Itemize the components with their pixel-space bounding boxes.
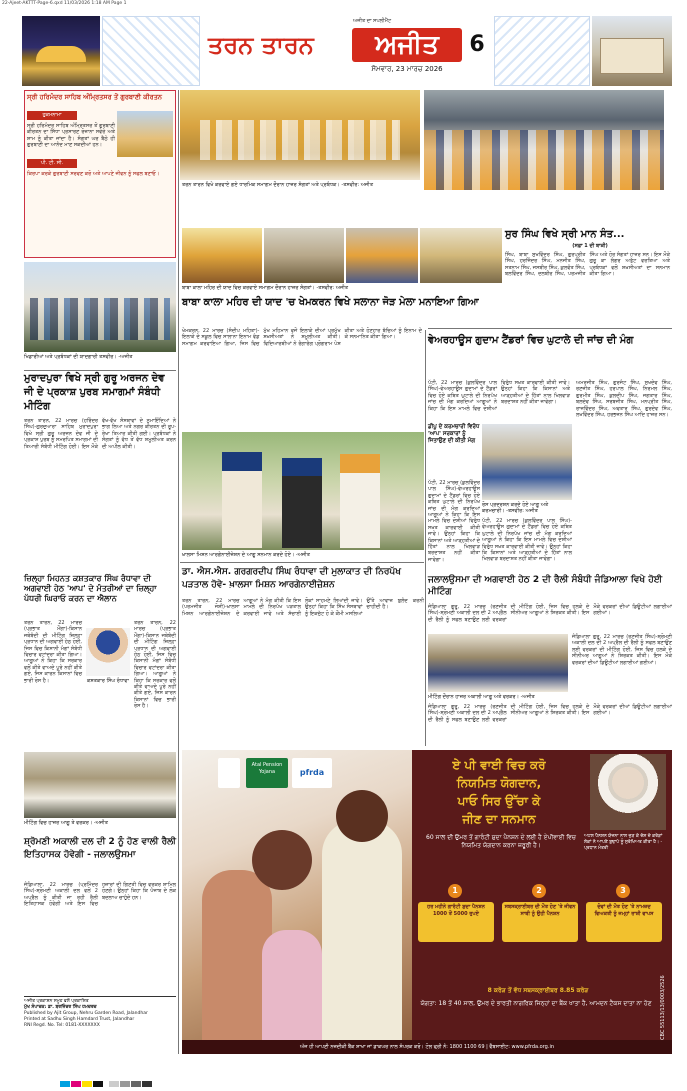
ptc-label: ਪੀ. ਟੀ. ਸੀ.	[27, 159, 77, 168]
row-rule-3	[428, 328, 672, 329]
meeting-caption: ਮੀਟਿੰਗ ਦੌਰਾਨ ਹਾਜ਼ਰ ਅਕਾਲੀ ਆਗੂ ਅਤੇ ਵਰਕਰ। -ਅਜੀਤ	[428, 694, 535, 700]
warehouse-right-body: ਅਮਰਜੀਤ ਸਿੰਘ, ਗੁਰਜੰਟ ਸਿੰਘ, ਸੁਖਦੇਵ ਸਿੰਘ, ਰਣਜੀਤ ਸਿੰਘ, ਹਰਪਾਲ ਸਿੰਘ, ਨਿਰਮਲ ਸਿੰਘ, ਗੁਰਮੀਤ ਸਿੰਘ, ਕੁਲਦੀਪ ਸਿੰਘ, ਜਗਤਾਰ ਸਿੰਘ, ਬਲਦੇਵ ਸਿੰਘ, ਸਰਬਜੀਤ ਸਿੰਘ, ਮਨਪ੍ਰੀਤ ਸਿੰਘ, ਰਾਜਵਿੰਦਰ ਸਿੰਘ, ਅਵਤਾਰ ਸਿੰਘ, ਗੁਰਦੇਵ ਸਿੰਘ, ਲਖਵਿੰਦਰ ਸਿੰਘ, ਹਰਭਜਨ ਸਿੰਘ ਆਦਿ ਹਾਜ਼ਰ ਸਨ।	[576, 380, 672, 419]
ad-point-1-num: 1	[448, 884, 462, 898]
jor-mela-headline: ਬਾਬਾ ਕਾਲਾ ਮਹਿਰ ਦੀ ਯਾਦ 'ਚ ਖੇਮਕਰਨ ਵਿਖੇ ਸਲਾਨਾ ਜੋੜ ਮੇਲਾ ਮਨਾਇਆ ਗਿਆ	[182, 297, 479, 308]
jalalabad-body-2: ਜੰਡਿਆਲਾ ਗੁਰੂ, 22 ਮਾਰਚ (ਰਣਜੀਤ ਸਿੰਘ)-ਸ਼੍ਰੋਮਣੀ ਅਕਾਲੀ ਦਲ ਦੀ 2 ਅਪ੍ਰੈਲ ਦੀ ਰੈਲੀ ਨੂੰ ਸਫਲ ਬਣਾਉਣ ਲਈ ਵਰਕਰਾਂ ਦੀ ਮੀਟਿੰਗ ਹੋਈ, ਜਿਸ ਵਿਚ ਹਲਕੇ ਦੇ ਸੀਨੀਅਰ ਆਗੂਆਂ ਨੇ ਸ਼ਿਰਕਤ ਕੀਤੀ। ਇਸ ਮੌਕੇ ਵਰਕਰਾਂ ਦੀਆਂ ਡਿਊਟੀਆਂ ਲਗਾਈਆਂ ਗਈਆਂ।	[572, 634, 672, 666]
golden-temple-photo	[22, 16, 100, 86]
muradpura-body: ਤਰਨ ਤਾਰਨ, 22 ਮਾਰਚ (ਹਰਿੰਦਰ ਸਿੰਘ)-ਗੁਰਦੁਆਰਾ ਸਾਹਿਬ ਮੁਰਾਦਪੁਰਾ ਵਿਖੇ ਸ੍ਰੀ ਗੁਰੂ ਅਰਜਨ ਦੇਵ ਜੀ ਦੇ ਪ੍ਰਕਾਸ਼ ਪੁਰਬ ਨੂੰ ਸਮਰਪਿਤ ਸਮਾਗਮਾਂ ਦੀ ਤਿਆਰੀ ਸੰਬੰਧੀ ਮੀਟਿੰਗ ਹੋਈ। ਇਸ ਮੌਕੇ ਵੱਖ-ਵੱਖ ਸੰਸਥਾਵਾਂ ਦੇ ਨੁਮਾਇੰਦਿਆਂ ਨੇ ਭਾਗ ਲਿਆ ਅਤੇ ਨਗਰ ਕੀਰਤਨ ਦੀ ਰੂਪ-ਰੇਖਾ ਤਿਆਰ ਕੀਤੀ ਗਈ। ਪ੍ਰਬੰਧਕਾਂ ਨੇ ਸੰਗਤਾਂ ਨੂੰ ਵੱਧ ਤੋਂ ਵੱਧ ਸ਼ਮੂਲੀਅਤ ਕਰਨ ਦੀ ਅਪੀਲ ਕੀਤੀ।	[24, 418, 176, 450]
decorative-band-right	[494, 16, 590, 86]
ad-subscribers: 8 ਕਰੋੜ ਤੋਂ ਵੱਧ ਸਬਸਕ੍ਰਾਈਬਰ 8.85 ਕਰੋੜ	[487, 987, 589, 994]
ad-cbc-code: CBC 55113/13/0003/2526	[660, 975, 666, 1040]
ad-point-3-text: ਦੋਵਾਂ ਦੀ ਮੌਤ ਹੋਣ 'ਤੇ ਨਾਮਜ਼ਦ ਵਿਅਕਤੀ ਨੂੰ ਜਮ੍ਹਾਂ ਰਾਸ਼ੀ ਵਾਪਸ	[586, 902, 662, 942]
akali-body: ਜੰਡਿਆਲਾ, 22 ਮਾਰਚ (ਪ੍ਰਮਿੰਦਰ ਸਿੰਘ)-ਸ਼੍ਰੋਮਣੀ ਅਕਾਲੀ ਦਲ ਵਲੋਂ 2 ਅਪ੍ਰੈਲ ਨੂੰ ਕੀਤੀ ਜਾ ਰਹੀ ਰੈਲੀ ਇਤਿਹਾਸਕ ਹੋਵੇਗੀ ਅਤੇ ਇਸ ਵਿਚ ਹਜ਼ਾਰਾਂ ਦੀ ਗਿਣਤੀ ਵਿਚ ਵਰਕਰ ਸ਼ਾਮਿਲ ਹੋਣਗੇ। ਉਨ੍ਹਾਂ ਕਿਹਾ ਕਿ ਪੰਜਾਬ ਦੇ ਲੋਕ ਬਦਲਾਅ ਚਾਹੁੰਦੇ ਹਨ।	[24, 882, 176, 908]
imprint-line-2: ਮੁੱਖ ਸੰਪਾਦਕ: ਡਾ. ਬਰਜਿੰਦਰ ਸਿੰਘ ਹਮਦਰਦ	[24, 1005, 97, 1010]
ad-headline-3: ਪਾਓ ਸਿਰ ਉੱਚਾ ਕੇ	[457, 794, 541, 808]
ad-point-1-text: ਹਰ ਮਹੀਨੇ ਗਾਰੰਟੀ ਸ਼ੁਦਾ ਪੈਨਸ਼ਨ 1000 ਤੋਂ 5000 ਰੁਪਏ	[418, 902, 494, 942]
warehouse-side-headline: ਡੀਪੂ ਦੇ ਕਰਮਚਾਰੀ ਵਿਰੋਧ 'ਆਪ' ਸਰਕਾਰਾਂ ਨੂੰ ਜਿਤਾਉਣ ਦੀ ਕੀਤੀ ਮੰਗ	[428, 424, 480, 444]
akali-headline: ਸ਼੍ਰੋਮਣੀ ਅਕਾਲੀ ਦਲ ਦੀ 2 ਨੂੰ ਹੋਣ ਵਾਲੀ ਰੈਲੀ ਇਤਿਹਾਸਕ ਹੋਵੇਗੀ - ਜਲਾਲਉਸਮਾ	[24, 837, 176, 860]
ad-footer: ਅੱਜ ਹੀ ਆਪਣੀ ਨਜ਼ਦੀਕੀ ਬੈਂਕ ਸ਼ਾਖਾ ਜਾਂ ਡਾਕਘਰ ਨਾਲ ਸੰਪਰਕ ਕਰੋ। ਟੋਲ ਫ੍ਰੀ ਨੰ: 1800 1100 69 | ਵੈੱਬਸਾਈਟ: www.pfrda.org.in	[182, 1040, 672, 1054]
sangat-photo-2	[424, 90, 664, 190]
group-photo	[24, 262, 176, 352]
column-rule-1	[178, 90, 179, 1054]
pfrda-logo: pfrda	[292, 758, 332, 788]
imprint-line-3: Published by Ajit Group, Nehru Garden Road, Jalandhar	[24, 1011, 148, 1016]
honour-photo	[182, 432, 424, 550]
warehouse-body: ਪੱਟੀ, 22 ਮਾਰਚ (ਕੁਲਵਿੰਦਰ ਪਾਲ ਸਿੰਘ)-ਵੇਅਰਹਾਊਸ ਗੁਦਾਮਾਂ ਦੇ ਟੈਂਡਰਾਂ ਵਿਚ ਹੋਏ ਕਥਿਤ ਘੁਟਾਲੇ ਦੀ ਨਿਰਪੱਖ ਜਾਂਚ ਦੀ ਮੰਗ ਕਰਦਿਆਂ ਆਗੂਆਂ ਨੇ ਕਿਹਾ ਕਿ ਇਸ ਮਾਮਲੇ ਵਿਚ ਦੋਸ਼ੀਆਂ ਵਿਰੁੱਧ ਸਖ਼ਤ ਕਾਰਵਾਈ ਕੀਤੀ ਜਾਵੇ। ਉਨ੍ਹਾਂ ਕਿਹਾ ਕਿ ਕਿਸਾਨਾਂ ਅਤੇ ਆੜ੍ਹਤੀਆਂ ਦੇ ਹਿੱਤਾਂ ਨਾਲ ਖਿਲਵਾੜ ਬਰਦਾਸ਼ਤ ਨਹੀਂ ਕੀਤਾ ਜਾਵੇਗਾ।	[428, 380, 570, 412]
akali-photo-caption: ਮੀਟਿੰਗ ਵਿਚ ਹਾਜ਼ਰ ਆਗੂ ਤੇ ਵਰਕਰ। -ਅਜੀਤ	[24, 820, 108, 826]
top-photo-caption: ਤਰਨ ਤਾਰਨ ਵਿਖੇ ਕਰਵਾਏ ਗਏ ਧਾਰਮਿਕ ਸਮਾਗਮ ਦੌਰਾਨ ਹਾਜ਼ਰ ਸੰਗਤਾਂ ਅਤੇ ਪ੍ਰਬੰਧਕ। -ਤਸਵੀਰ: ਅਜੀਤ	[182, 182, 374, 188]
ad-point-3	[586, 884, 662, 944]
decorative-band-left	[102, 16, 200, 86]
kirtan-box	[24, 90, 176, 258]
pm-quote: ਅਟਲ ਪੈਨਸ਼ਨ ਯੋਜਨਾ ਨਾਲ ਜੁੜ ਕੇ ਦੇਸ਼ ਦੇ ਕਰੋੜਾਂ ਲੋਕਾਂ ਨੇ ਆਪਣੇ ਬੁਢਾਪੇ ਨੂੰ ਸੁਰੱਖਿਅਤ ਕੀਤਾ ਹੈ। - ਪ੍ਰਧਾਨ ਮੰਤਰੀ	[584, 834, 663, 851]
row-rule-2	[180, 562, 424, 563]
sur-singh-headline: ਸੁਰ ਸਿੰਘ ਵਿਖੇ ਸ੍ਰੀ ਮਾਨ ਸੰਤ...	[505, 229, 625, 240]
jor-mela-caption: ਬਾਬਾ ਕਾਲਾ ਮਹਿਰ ਦੀ ਯਾਦ ਵਿਚ ਕਰਵਾਏ ਸਮਾਗਮ ਦੌਰਾਨ ਹਾਜ਼ਰ ਸੰਗਤਾਂ। -ਤਸਵੀਰ: ਅਜੀਤ	[182, 285, 349, 291]
masthead-tagline: ਅਜੀਤ ਦਾ ਸਪਲੀਮੈਂਟ	[352, 18, 392, 24]
row-rule-1	[24, 370, 176, 371]
jor-mela-photo-1	[182, 228, 262, 283]
jor-mela-photo-2	[264, 228, 344, 283]
sangat-photo-1	[180, 90, 420, 180]
kirtan-box-body: ਸ੍ਰੀ ਹਰਿਮੰਦਰ ਸਾਹਿਬ ਅੰਮ੍ਰਿਤਸਰ ਤੋਂ ਗੁਰਬਾਣੀ ਕੀਰਤਨ ਦਾ ਸਿੱਧਾ ਪ੍ਰਸਾਰਣ ਰੋਜ਼ਾਨਾ ਸਵੇਰੇ ਅਤੇ ਸ਼ਾਮ ਨੂੰ ਕੀਤਾ ਜਾਂਦਾ ਹੈ। ਸੰਗਤਾਂ ਘਰ ਬੈਠੇ ਹੀ ਗੁਰਬਾਣੀ ਦਾ ਆਨੰਦ ਮਾਣ ਸਕਦੀਆਂ ਹਨ।	[27, 123, 115, 149]
warehouse-caption: ਰੋਸ ਪ੍ਰਦਰਸ਼ਨ ਕਰਦੇ ਹੋਏ ਆਗੂ ਅਤੇ ਕਰਮਚਾਰੀ। -ਤਸਵੀਰ: ਅਜੀਤ	[482, 502, 549, 514]
sur-singh-subhead: (ਸਫ਼ਾ 1 ਦੀ ਬਾਕੀ)	[572, 243, 608, 249]
warehouse-body-3: ਪੱਟੀ, 22 ਮਾਰਚ (ਕੁਲਵਿੰਦਰ ਪਾਲ ਸਿੰਘ)-ਵੇਅਰਹਾਊਸ ਗੁਦਾਮਾਂ ਦੇ ਟੈਂਡਰਾਂ ਵਿਚ ਹੋਏ ਕਥਿਤ ਘੁਟਾਲੇ ਦੀ ਨਿਰਪੱਖ ਜਾਂਚ ਦੀ ਮੰਗ ਕਰਦਿਆਂ ਆਗੂਆਂ ਨੇ ਕਿਹਾ ਕਿ ਇਸ ਮਾਮਲੇ ਵਿਚ ਦੋਸ਼ੀਆਂ ਵਿਰੁੱਧ ਸਖ਼ਤ ਕਾਰਵਾਈ ਕੀਤੀ ਜਾਵੇ। ਉਨ੍ਹਾਂ ਕਿਹਾ ਕਿ ਕਿਸਾਨਾਂ ਅਤੇ ਆੜ੍ਹਤੀਆਂ ਦੇ ਹਿੱਤਾਂ ਨਾਲ ਖਿਲਵਾੜ ਬਰਦਾਸ਼ਤ ਨਹੀਂ ਕੀਤਾ ਜਾਵੇਗਾ।	[482, 518, 572, 563]
protest-photo	[482, 424, 572, 500]
khalsa-headline: ਡਾ. ਐਸ.ਐਸ. ਗਰਗਰਦੀਪ ਸਿੰਘ ਰੰਧਾਵਾ ਦੀ ਮੁਲਾਕਾਤ ਦੀ ਨਿਰਪੱਖ ਪੜਤਾਲ ਹੋਵੇ- ਖ਼ਾਲਸਾ ਮਿਸ਼ਨ ਆਰਗੇਨਾਈਜ਼ੇਸ਼ਨ	[182, 567, 401, 590]
group-photo-caption: ਖਿਡਾਰੀਆਂ ਅਤੇ ਪ੍ਰਬੰਧਕਾਂ ਦੀ ਯਾਦਗਾਰੀ ਤਸਵੀਰ। -ਅਜੀਤ	[24, 354, 133, 360]
print-color-bar	[60, 1072, 660, 1080]
darbar-sahib-photo	[117, 111, 173, 157]
jalalabad-body-3: ਜੰਡਿਆਲਾ ਗੁਰੂ, 22 ਮਾਰਚ (ਰਣਜੀਤ ਸਿੰਘ)-ਸ਼੍ਰੋਮਣੀ ਅਕਾਲੀ ਦਲ ਦੀ 2 ਅਪ੍ਰੈਲ ਦੀ ਰੈਲੀ ਨੂੰ ਸਫਲ ਬਣਾਉਣ ਲਈ ਵਰਕਰਾਂ ਦੀ ਮੀਟਿੰਗ ਹੋਈ, ਜਿਸ ਵਿਚ ਹਲਕੇ ਦੇ ਸੀਨੀਅਰ ਆਗੂਆਂ ਨੇ ਸ਼ਿਰਕਤ ਕੀਤੀ। ਇਸ ਮੌਕੇ ਵਰਕਰਾਂ ਦੀਆਂ ਡਿਊਟੀਆਂ ਲਗਾਈਆਂ ਗਈਆਂ।	[428, 704, 672, 723]
khalsa-body: ਤਰਨ ਤਾਰਨ, 22 ਮਾਰਚ (ਪਰਮਜੀਤ ਜੋਸ਼ੀ)-ਖ਼ਾਲਸਾ ਮਿਸ਼ਨ ਆਰਗੇਨਾਈਜ਼ੇਸ਼ਨ ਦੇ ਆਗੂਆਂ ਨੇ ਮੰਗ ਕੀਤੀ ਕਿ ਇਸ ਮਾਮਲੇ ਦੀ ਨਿਰਪੱਖ ਪੜਤਾਲ ਕਰਵਾਈ ਜਾਵੇ ਅਤੇ ਸੱਚਾਈ ਲੋਕਾਂ ਸਾਹਮਣੇ ਲਿਆਂਦੀ ਜਾਵੇ। ਉਨ੍ਹਾਂ ਕਿਹਾ ਕਿ ਸਿੱਖ ਸੰਸਥਾਵਾਂ ਨੂੰ ਇਕਜੁੱਟ ਹੋ ਕੇ ਕੌਮੀ ਮਸਲਿਆਂ ਉੱਤੇ ਆਵਾਜ਼ ਬੁਲੰਦ ਕਰਨੀ ਚਾਹੀਦੀ ਹੈ।	[182, 598, 424, 617]
muradpura-headline: ਮੁਰਾਦਪੁਰਾ ਵਿਖੇ ਸ੍ਰੀ ਗੁਰੂ ਅਰਜਨ ਦੇਵ ਜੀ ਦੇ ਪ੍ਰਕਾਸ਼ ਪੁਰਬ ਸਮਾਗਮਾਂ ਸੰਬੰਧੀ ਮੀਟਿੰਗ	[24, 373, 165, 412]
ad-point-3-num: 3	[616, 884, 630, 898]
jalalabad-headline: ਜਲਾਲਉਸਮਾ ਦੀ ਅਗਵਾਈ ਹੇਠ 2 ਦੀ ਰੈਲੀ ਸੰਬੰਧੀ ਜੰਡਿਆਲਾ ਵਿਖੇ ਹੋਈ ਮੀਟਿੰਗ	[428, 575, 663, 597]
ad-point-1	[418, 884, 494, 944]
meeting-photo	[428, 634, 568, 692]
ad-headline-4: ਜੀਣ ਦਾ ਸਨਮਾਨ	[462, 812, 536, 826]
mid-story-body: ਖੇਮਕਰਨ, 22 ਮਾਰਚ (ਸੰਦੀਪ ਮਹਿਤਾ)-ਇਲਾਕੇ ਦੇ ਸਕੂਲ ਵਿਚ ਸਾਲਾਨਾ ਇਨਾਮ ਵੰਡ ਸਮਾਗਮ ਕਰਵਾਇਆ ਗਿਆ, ਜਿਸ ਵਿਚ ਮੁੱਖ ਮਹਿਮਾਨ ਵਜੋਂ ਇਲਾਕੇ ਦੀਆਂ ਪ੍ਰਮੁੱਖ ਸ਼ਖ਼ਸੀਅਤਾਂ ਨੇ ਸ਼ਮੂਲੀਅਤ ਕੀਤੀ। ਵਿਦਿਆਰਥੀਆਂ ਨੇ ਰੰਗਾਰੰਗ ਪ੍ਰੋਗਰਾਮ ਪੇਸ਼ ਕੀਤਾ ਅਤੇ ਹੋਣਹਾਰ ਬੱਚਿਆਂ ਨੂੰ ਇਨਾਮ ਦੇ ਕੇ ਸਨਮਾਨਿਤ ਕੀਤਾ ਗਿਆ।	[182, 328, 422, 347]
kisan-body-2: ਤਰਨ ਤਾਰਨ, 22 ਮਾਰਚ (ਪ੍ਰਭਾਤ ਮੌਂਗਾ)-ਕਿਸਾਨ ਜਥੇਬੰਦੀ ਦੀ ਮੀਟਿੰਗ ਜ਼ਿਲ੍ਹਾ ਪ੍ਰਧਾਨ ਦੀ ਅਗਵਾਈ ਹੇਠ ਹੋਈ, ਜਿਸ ਵਿਚ ਕਿਸਾਨੀ ਮੰਗਾਂ ਸੰਬੰਧੀ ਵਿਚਾਰ ਵਟਾਂਦਰਾ ਕੀਤਾ ਗਿਆ। ਆਗੂਆਂ ਨੇ ਕਿਹਾ ਕਿ ਸਰਕਾਰ ਵਲੋਂ ਕੀਤੇ ਵਾਅਦੇ ਪੂਰੇ ਨਹੀਂ ਕੀਤੇ ਗਏ, ਜਿਸ ਕਾਰਨ ਕਿਸਾਨਾਂ ਵਿਚ ਭਾਰੀ ਰੋਸ ਹੈ।	[134, 620, 176, 710]
jalalabad-body: ਜੰਡਿਆਲਾ ਗੁਰੂ, 22 ਮਾਰਚ (ਰਣਜੀਤ ਸਿੰਘ)-ਸ਼੍ਰੋਮਣੀ ਅਕਾਲੀ ਦਲ ਦੀ 2 ਅਪ੍ਰੈਲ ਦੀ ਰੈਲੀ ਨੂੰ ਸਫਲ ਬਣਾਉਣ ਲਈ ਵਰਕਰਾਂ ਦੀ ਮੀਟਿੰਗ ਹੋਈ, ਜਿਸ ਵਿਚ ਹਲਕੇ ਦੇ ਸੀਨੀਅਰ ਆਗੂਆਂ ਨੇ ਸ਼ਿਰਕਤ ਕੀਤੀ। ਇਸ ਮੌਕੇ ਵਰਕਰਾਂ ਦੀਆਂ ਡਿਊਟੀਆਂ ਲਗਾਈਆਂ ਗਈਆਂ।	[428, 604, 672, 623]
akali-meeting-photo	[24, 752, 176, 818]
jor-mela-photo-3	[346, 228, 418, 283]
ad-eligibility: ਯੋਗਤਾ: 18 ਤੋਂ 40 ਸਾਲ, ਉਮਰ ਦੇ ਭਾਰਤੀ ਨਾਗਰਿਕ ਜਿਨ੍ਹਾਂ ਦਾ ਬੈਂਕ ਖਾਤਾ ਹੈ, ਆਮਦਨ ਟੈਕਸ ਦਾਤਾ ਨਾ ਹੋਣ	[420, 1000, 652, 1007]
imprint-line-4: Printed at Sadhu Singh Hamdard Trust, Jalandhar	[24, 1017, 135, 1022]
ad-headline-1: ਏ ਪੀ ਵਾਈ ਵਿਚ ਕਰੋ	[452, 758, 546, 772]
ad-headline-2: ਨਿਯਮਿਤ ਯੋਗਦਾਨ,	[456, 776, 542, 790]
scan-strip: 22-Ajeet-AKTTT-Page-6.qxd 11/03/2026 1:18 AM Page 1	[2, 1, 127, 6]
family-photo	[182, 750, 412, 1054]
page-number: 6	[469, 32, 485, 57]
honour-caption: ਖ਼ਾਲਸਾ ਮਿਸ਼ਨ ਆਰਗੇਨਾਈਜ਼ੇਸ਼ਨ ਦੇ ਆਗੂ ਸਨਮਾਨ ਕਰਦੇ ਹੋਏ। -ਅਜੀਤ	[182, 552, 310, 558]
masthead-date: ਸੋਮਵਾਰ, 23 ਮਾਰਚ 2026	[371, 65, 443, 73]
building-photo	[592, 16, 672, 86]
hukamnama-label: ਹੁਕਮਨਾਮਾ	[27, 111, 77, 120]
kirtan-box-footer: ਕਿਰਪਾ ਕਰਕੇ ਗੁਰਬਾਣੀ ਸਰਵਣ ਕਰੋ ਅਤੇ ਆਪਣੇ ਜੀਵਨ ਨੂੰ ਸਫਲ ਬਣਾਓ।	[27, 171, 160, 177]
warehouse-headline: ਵੇਅਰਹਾਊਸ ਗੁਦਾਮ ਟੈਂਡਰਾਂ ਵਿਚ ਘੁਟਾਲੇ ਦੀ ਜਾਂਚ ਦੀ ਮੰਗ	[428, 335, 634, 346]
randhawa-portrait	[86, 628, 130, 676]
column-rule-2	[425, 330, 426, 746]
pm-photo	[590, 754, 666, 830]
masthead-logo-box	[202, 18, 492, 86]
warehouse-body-2: ਪੱਟੀ, 22 ਮਾਰਚ (ਕੁਲਵਿੰਦਰ ਪਾਲ ਸਿੰਘ)-ਵੇਅਰਹਾਊਸ ਗੁਦਾਮਾਂ ਦੇ ਟੈਂਡਰਾਂ ਵਿਚ ਹੋਏ ਕਥਿਤ ਘੁਟਾਲੇ ਦੀ ਨਿਰਪੱਖ ਜਾਂਚ ਦੀ ਮੰਗ ਕਰਦਿਆਂ ਆਗੂਆਂ ਨੇ ਕਿਹਾ ਕਿ ਇਸ ਮਾਮਲੇ ਵਿਚ ਦੋਸ਼ੀਆਂ ਵਿਰੁੱਧ ਸਖ਼ਤ ਕਾਰਵਾਈ ਕੀਤੀ ਜਾਵੇ। ਉਨ੍ਹਾਂ ਕਿਹਾ ਕਿ ਕਿਸਾਨਾਂ ਅਤੇ ਆੜ੍ਹਤੀਆਂ ਦੇ ਹਿੱਤਾਂ ਨਾਲ ਖਿਲਵਾੜ ਬਰਦਾਸ਼ਤ ਨਹੀਂ ਕੀਤਾ ਜਾਵੇਗਾ।	[428, 480, 480, 563]
ad-point-2	[502, 884, 578, 944]
kisan-body: ਤਰਨ ਤਾਰਨ, 22 ਮਾਰਚ (ਪ੍ਰਭਾਤ ਮੌਂਗਾ)-ਕਿਸਾਨ ਜਥੇਬੰਦੀ ਦੀ ਮੀਟਿੰਗ ਜ਼ਿਲ੍ਹਾ ਪ੍ਰਧਾਨ ਦੀ ਅਗਵਾਈ ਹੇਠ ਹੋਈ, ਜਿਸ ਵਿਚ ਕਿਸਾਨੀ ਮੰਗਾਂ ਸੰਬੰਧੀ ਵਿਚਾਰ ਵਟਾਂਦਰਾ ਕੀਤਾ ਗਿਆ। ਆਗੂਆਂ ਨੇ ਕਿਹਾ ਕਿ ਸਰਕਾਰ ਵਲੋਂ ਕੀਤੇ ਵਾਅਦੇ ਪੂਰੇ ਨਹੀਂ ਕੀਤੇ ਗਏ, ਜਿਸ ਕਾਰਨ ਕਿਸਾਨਾਂ ਵਿਚ ਭਾਰੀ ਰੋਸ ਹੈ।	[24, 620, 82, 684]
imprint-box	[24, 996, 176, 1054]
ad-point-2-text: ਸਬਸਕ੍ਰਾਈਬਰ ਦੀ ਮੌਤ ਹੋਣ 'ਤੇ ਜੀਵਨ ਸਾਥੀ ਨੂੰ ਉਹੀ ਪੈਨਸ਼ਨ	[502, 902, 578, 942]
randhawa-byline: ਕਸ਼ਤਕਾਰ ਸਿੰਘ ਰੰਧਾਵਾ	[87, 678, 129, 684]
ad-point-2-num: 2	[532, 884, 546, 898]
imprint-line-5: RNI Regd. No. Tel: 0181-XXXXXXX	[24, 1023, 100, 1028]
masthead-paper-name: ਅਜੀਤ	[352, 28, 462, 62]
kirtan-box-title: ਸ੍ਰੀ ਹਰਿਮੰਦਰ ਸਾਹਿਬ ਅੰਮ੍ਰਿਤਸਰ ਤੋਂ ਗੁਰਬਾਣੀ ਕੀਰਤਨ	[27, 93, 162, 101]
masthead-city: ਤਰਨ ਤਾਰਨ	[208, 31, 314, 59]
kisan-headline: ਜ਼ਿਲ੍ਹਾ ਮਿਹਨਤ ਕਸ਼ਤਕਾਰ ਸਿੰਘ ਰੰਧਾਵਾ ਦੀ ਅਗਵਾਈ ਹੇਠ 'ਆਪ' ਦੇ ਮੰਤਰੀਆਂ ਦਾ ਜ਼ਿਲ੍ਹਾ ਪੱਧਰੀ ਘਿਰਾਓ ਕਰਨ ਦਾ ਐਲਾਨ	[24, 574, 157, 603]
masthead	[22, 10, 672, 90]
emblem-icon	[218, 758, 240, 788]
sur-singh-body: ਸਿੰਘ, ਬਾਬਾ ਸੁਖਵਿੰਦਰ ਸਿੰਘ, ਗੁਰਪ੍ਰੀਤ ਸਿੰਘ, ਹਰਜਿੰਦਰ ਸਿੰਘ, ਮਨਜੀਤ ਸਿੰਘ, ਸਤਨਾਮ ਸਿੰਘ, ਜਸਬੀਰ ਸਿੰਘ, ਕੁਲਵੰਤ ਸਿੰਘ, ਬਲਵਿੰਦਰ ਸਿੰਘ, ਦਲਬੀਰ ਸਿੰਘ, ਪਰਮਜੀਤ ਸਿੰਘ ਅਤੇ ਹੋਰ ਸੰਗਤਾਂ ਹਾਜ਼ਰ ਸਨ। ਇਸ ਮੌਕੇ ਗੁਰੂ ਕਾ ਲੰਗਰ ਅਤੁੱਟ ਵਰਤਿਆ ਅਤੇ ਪ੍ਰਬੰਧਕਾਂ ਵਲੋਂ ਸ਼ਖ਼ਸੀਅਤਾਂ ਦਾ ਸਨਮਾਨ ਕੀਤਾ ਗਿਆ।	[505, 252, 670, 278]
imprint-line-1: ਅਜੀਤ ਪ੍ਰਕਾਸ਼ਨ ਸਮੂਹ ਵਲੋਂ ਪ੍ਰਕਾਸ਼ਿਤ	[24, 999, 89, 1004]
apy-logo: Atal Pension Yojana	[246, 758, 288, 788]
ad-subtext: 60 ਸਾਲ ਦੀ ਉਮਰ ਤੋਂ ਗਾਰੰਟੀ ਸ਼ੁਦਾ ਪੈਨਸ਼ਨ ਦੇ ਲਈ ਹੈ ਏਪੀਵਾਈ ਵਿਚ ਨਿਯਮਿਤ ਯੋਗਦਾਨ ਕਰਨਾ ਜ਼ਰੂਰੀ ਹੈ।	[426, 834, 576, 849]
apy-advertisement	[182, 750, 672, 1054]
jor-mela-photo-4	[420, 228, 502, 283]
